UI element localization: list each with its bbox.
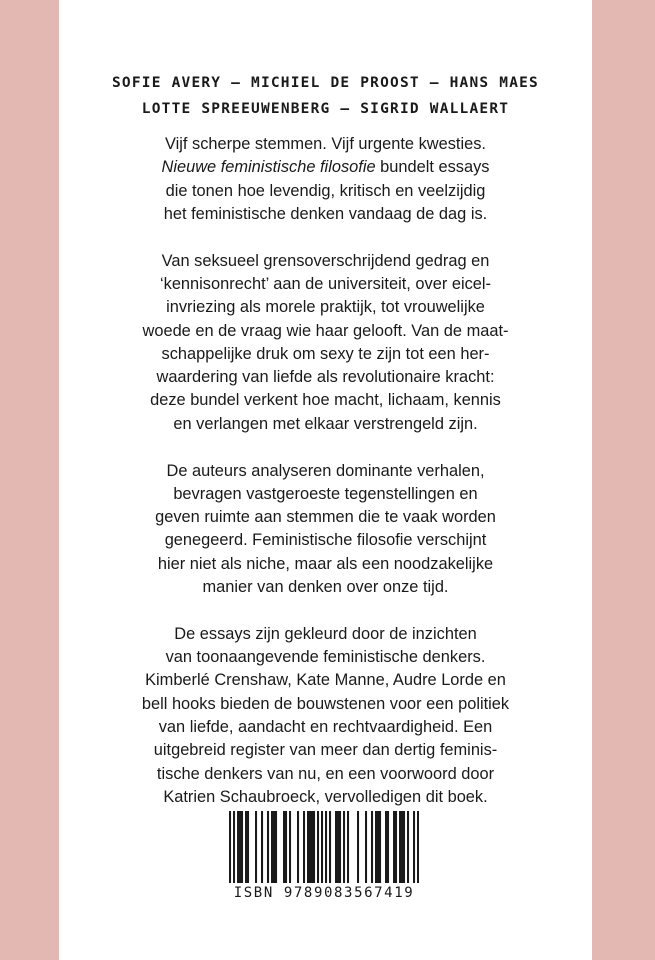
barcode-bar (399, 811, 401, 883)
text-line: waardering van liefde als revolutionaire kracht: (156, 368, 495, 387)
text-line: invriezing als morele praktijk, tot vrouwelijke (166, 298, 485, 317)
barcode-bar (307, 811, 309, 883)
barcode-bar (387, 811, 389, 883)
barcode-bar (385, 811, 387, 883)
text-line: De auteurs analyseren dominante verhalen, (166, 461, 485, 480)
barcode-bar (379, 811, 381, 883)
back-cover-page (59, 0, 592, 960)
barcode-bar (247, 811, 249, 883)
text-line: Vijf scherpe stemmen. Vijf urgente kwesties. (165, 135, 486, 153)
barcode-bar (255, 811, 257, 883)
text-line: tische denkers van nu, en een voorwoord door (156, 764, 495, 783)
barcode-bar (275, 811, 277, 883)
barcode-bar (325, 811, 327, 883)
paragraph-1 (59, 133, 592, 226)
text-line: woede en de vraag wie haar gelooft. Van de maat- (142, 321, 509, 340)
author-list (59, 70, 592, 122)
barcode-bar (377, 811, 379, 883)
barcode-bar (313, 811, 315, 883)
barcode-bar (407, 811, 409, 883)
text-line: Van seksueel grensoverschrijdend gedrag en (161, 251, 490, 270)
paragraph-3 (59, 460, 592, 600)
author-line-1: SOFIE AVERY — MICHIEL DE PROOST — HANS MAES (112, 75, 539, 91)
barcode-bars (229, 811, 419, 883)
barcode-bar (393, 811, 395, 883)
barcode-bar (309, 811, 311, 883)
text-line: manier van denken over onze tijd. (202, 578, 449, 597)
book-title: Nieuwe feministische filosofie (161, 158, 376, 177)
barcode-bar (417, 811, 419, 883)
barcode-bar (403, 811, 405, 883)
barcode-bar (311, 811, 313, 883)
barcode-bar (283, 811, 285, 883)
text-line: Kimberlé Crenshaw, Kate Manne, Audre Lorde en (145, 671, 506, 690)
barcode-bar (357, 811, 359, 883)
barcode-bar (289, 811, 291, 883)
text-span: bundelt essays (375, 158, 490, 177)
text-line: van toonaangevende feministische denkers. (165, 648, 486, 667)
barcode-bar (329, 811, 331, 883)
barcode-bar (375, 811, 377, 883)
barcode-bar (297, 811, 299, 883)
text-line: ‘kennisonrecht’ aan de universiteit, over eicel- (159, 274, 492, 293)
barcode-bar (337, 811, 339, 883)
barcode-bar (317, 811, 319, 883)
barcode-bar (271, 811, 273, 883)
barcode-bar (229, 811, 231, 883)
barcode-bar (303, 811, 305, 883)
barcode-bar (237, 811, 239, 883)
barcode-bar (401, 811, 403, 883)
paragraph-2 (59, 250, 592, 436)
text-line: De essays zijn gekleurd door de inzichten (174, 624, 477, 643)
barcode-bar (339, 811, 341, 883)
isbn-barcode (229, 811, 419, 909)
text-line: deze bundel verkent hoe macht, lichaam, kennis (150, 391, 501, 410)
text-line: van liefde, aandacht en rechtvaardigheid. Een (158, 718, 493, 737)
barcode-bar (241, 811, 243, 883)
barcode-bar (239, 811, 241, 883)
text-line: bell hooks bieden de bouwstenen voor een politiek (141, 694, 510, 713)
text-line: die tonen hoe levendig, kritisch en veelzijdig (165, 181, 486, 200)
barcode-bar (267, 811, 269, 883)
text-line: hier niet als niche, maar als een noodzakelijke (157, 554, 494, 573)
isbn-number: ISBN 9789083567419 (233, 885, 415, 901)
text-line (59, 156, 592, 179)
blurb (59, 133, 592, 833)
text-line: Katrien Schaubroeck, vervolledigen dit boek. (163, 787, 488, 806)
barcode-bar (365, 811, 367, 883)
barcode-bar (245, 811, 247, 883)
barcode-bar (233, 811, 235, 883)
barcode-bar (413, 811, 415, 883)
paragraph-4 (59, 623, 592, 809)
text-line: het feministische denken vandaag de dag is. (163, 204, 488, 223)
barcode-bar (395, 811, 397, 883)
text-line: bevragen vastgeroeste tegenstellingen en (173, 484, 478, 503)
barcode-bar (285, 811, 287, 883)
author-line-2: LOTTE SPREEUWENBERG — SIGRID WALLAERT (141, 101, 510, 117)
barcode-bar (261, 811, 263, 883)
text-line: genegeerd. Feministische filosofie verschijnt (164, 531, 487, 550)
barcode-bar (335, 811, 337, 883)
barcode-bar (347, 811, 349, 883)
barcode-bar (321, 811, 323, 883)
barcode-bar (371, 811, 373, 883)
barcode-bar (343, 811, 345, 883)
text-line: uitgebreid register van meer dan dertig feminis- (153, 741, 498, 760)
text-line: schappelijke druk om sexy te zijn tot een her- (161, 344, 490, 363)
text-line: en verlangen met elkaar verstrengeld zijn. (173, 414, 478, 433)
barcode-bar (273, 811, 275, 883)
text-line: geven ruimte aan stemmen die te vaak worden (155, 508, 496, 527)
